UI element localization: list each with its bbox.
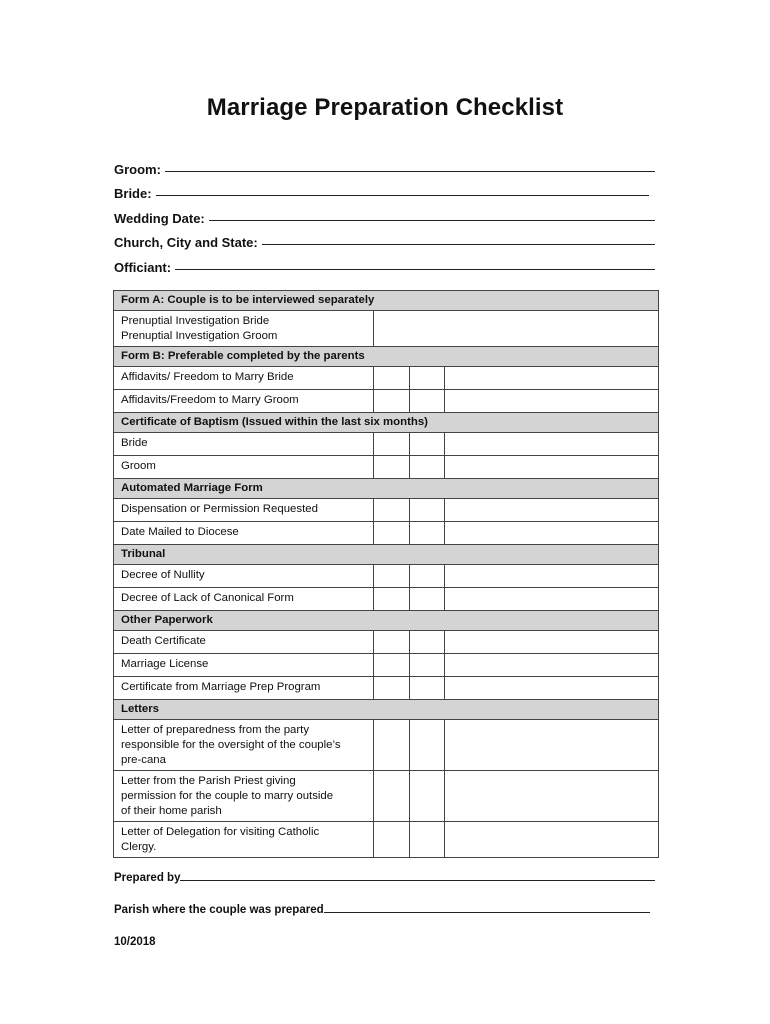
row-label: Decree of Lack of Canonical Form xyxy=(114,588,374,611)
row-label-line: responsible for the oversight of the couple’s xyxy=(121,739,341,751)
checkbox-cell[interactable] xyxy=(374,588,410,611)
row-label: Groom xyxy=(114,456,374,479)
notes-cell[interactable] xyxy=(374,311,659,347)
groom-label: Groom: xyxy=(114,161,161,177)
checkbox-cell[interactable] xyxy=(374,433,410,456)
checkbox-cell[interactable] xyxy=(374,390,410,413)
notes-cell[interactable] xyxy=(445,565,659,588)
table-row xyxy=(114,390,659,413)
checkbox-cell[interactable] xyxy=(410,654,445,677)
notes-cell[interactable] xyxy=(445,677,659,700)
table-row xyxy=(114,565,659,588)
row-label: Certificate from Marriage Prep Program xyxy=(114,677,374,700)
notes-cell[interactable] xyxy=(445,456,659,479)
officiant-label: Officiant: xyxy=(114,259,172,275)
checkbox-cell[interactable] xyxy=(374,456,410,479)
church-label: Church, City and State: xyxy=(114,235,258,250)
officiant-input-line[interactable] xyxy=(175,268,655,270)
row-label xyxy=(114,720,374,771)
notes-cell[interactable] xyxy=(445,654,659,677)
prepared-by-field xyxy=(114,872,655,884)
table-row xyxy=(114,522,659,545)
church-input-line[interactable] xyxy=(262,243,655,245)
row-label: Date Mailed to Diocese xyxy=(114,522,374,545)
notes-cell[interactable] xyxy=(445,588,659,611)
checkbox-cell[interactable] xyxy=(374,499,410,522)
checkbox-cell[interactable] xyxy=(410,367,445,390)
table-row xyxy=(114,631,659,654)
section-title: Form A: Couple is to be interviewed separately xyxy=(114,291,659,311)
row-label xyxy=(114,771,374,822)
parish-field xyxy=(114,904,650,916)
table-row xyxy=(114,456,659,479)
checkbox-cell[interactable] xyxy=(374,771,410,822)
checkbox-cell[interactable] xyxy=(410,677,445,700)
row-label xyxy=(114,311,374,347)
checkbox-cell[interactable] xyxy=(374,677,410,700)
notes-cell[interactable] xyxy=(445,367,659,390)
checkbox-cell[interactable] xyxy=(410,390,445,413)
notes-cell[interactable] xyxy=(445,499,659,522)
checkbox-cell[interactable] xyxy=(374,565,410,588)
row-label: Decree of Nullity xyxy=(114,565,374,588)
notes-cell[interactable] xyxy=(445,433,659,456)
bride-label: Bride: xyxy=(114,186,152,201)
wedding-date-input-line[interactable] xyxy=(209,219,655,221)
row-label-line: permission for the couple to marry outside xyxy=(121,790,334,802)
row-label-line: Letter from the Parish Priest giving xyxy=(121,775,296,787)
table-row xyxy=(114,311,659,347)
checkbox-cell[interactable] xyxy=(410,822,445,858)
checkbox-cell[interactable] xyxy=(410,433,445,456)
section-title: Tribunal xyxy=(114,545,659,565)
church-field xyxy=(114,226,657,251)
section-header-letters xyxy=(114,700,659,720)
section-header-other-paperwork xyxy=(114,611,659,631)
row-label: Affidavits/Freedom to Marry Groom xyxy=(114,390,374,413)
row-label: Dispensation or Permission Requested xyxy=(114,499,374,522)
parish-input-line[interactable] xyxy=(324,912,650,913)
couple-info-fields xyxy=(114,152,657,275)
table-row xyxy=(114,588,659,611)
row-label: Death Certificate xyxy=(114,631,374,654)
checkbox-cell[interactable] xyxy=(410,588,445,611)
section-title: Letters xyxy=(114,700,659,720)
revision-date: 10/2018 xyxy=(114,936,156,948)
notes-cell[interactable] xyxy=(445,771,659,822)
checkbox-cell[interactable] xyxy=(374,631,410,654)
section-header-form-b xyxy=(114,347,659,367)
row-label-line: Prenuptial Investigation Groom xyxy=(121,330,278,342)
table-row xyxy=(114,677,659,700)
checkbox-cell[interactable] xyxy=(374,654,410,677)
officiant-field xyxy=(114,250,657,275)
row-label-line: pre-cana xyxy=(121,754,166,766)
checkbox-cell[interactable] xyxy=(410,720,445,771)
row-label: Marriage License xyxy=(114,654,374,677)
table-row xyxy=(114,771,659,822)
wedding-date-field xyxy=(114,201,657,226)
row-label: Affidavits/ Freedom to Marry Bride xyxy=(114,367,374,390)
section-header-baptism xyxy=(114,413,659,433)
bride-field xyxy=(114,177,657,202)
page-title: Marriage Preparation Checklist xyxy=(206,94,564,121)
section-header-tribunal xyxy=(114,545,659,565)
section-title: Form B: Preferable completed by the parents xyxy=(114,347,659,367)
row-label-line: of their home parish xyxy=(121,805,222,817)
checkbox-cell[interactable] xyxy=(410,565,445,588)
checkbox-cell[interactable] xyxy=(374,720,410,771)
table-row xyxy=(114,367,659,390)
wedding-date-label: Wedding Date: xyxy=(114,210,205,226)
notes-cell[interactable] xyxy=(445,631,659,654)
checkbox-cell[interactable] xyxy=(374,822,410,858)
checklist-table xyxy=(113,290,659,858)
notes-cell[interactable] xyxy=(445,822,659,858)
prepared-by-label: Prepared by xyxy=(114,872,181,884)
table-row xyxy=(114,654,659,677)
section-header-form-a xyxy=(114,291,659,311)
section-title: Certificate of Baptism (Issued within the last six months) xyxy=(114,413,659,433)
prepared-by-input-line[interactable] xyxy=(180,880,655,881)
checkbox-cell[interactable] xyxy=(410,499,445,522)
checkbox-cell[interactable] xyxy=(410,522,445,545)
row-label-line: Letter of Delegation for visiting Catholic xyxy=(121,826,320,838)
row-label: Bride xyxy=(114,433,374,456)
groom-input-line[interactable] xyxy=(165,170,655,172)
bride-input-line[interactable] xyxy=(156,194,649,196)
checkbox-cell[interactable] xyxy=(410,631,445,654)
notes-cell[interactable] xyxy=(445,390,659,413)
checkbox-cell[interactable] xyxy=(410,771,445,822)
row-label-line: Prenuptial Investigation Bride xyxy=(121,315,270,327)
groom-field xyxy=(114,152,657,177)
checkbox-cell[interactable] xyxy=(374,522,410,545)
table-row xyxy=(114,433,659,456)
notes-cell[interactable] xyxy=(445,522,659,545)
row-label-line: Clergy. xyxy=(121,841,157,853)
checkbox-cell[interactable] xyxy=(374,367,410,390)
section-title: Automated Marriage Form xyxy=(114,479,659,499)
table-row xyxy=(114,822,659,858)
row-label-line: Letter of preparedness from the party xyxy=(121,724,310,736)
section-title: Other Paperwork xyxy=(114,611,659,631)
checkbox-cell[interactable] xyxy=(410,456,445,479)
section-header-automated xyxy=(114,479,659,499)
row-label xyxy=(114,822,374,858)
table-row xyxy=(114,499,659,522)
table-row xyxy=(114,720,659,771)
notes-cell[interactable] xyxy=(445,720,659,771)
parish-label: Parish where the couple was prepared xyxy=(114,904,324,916)
